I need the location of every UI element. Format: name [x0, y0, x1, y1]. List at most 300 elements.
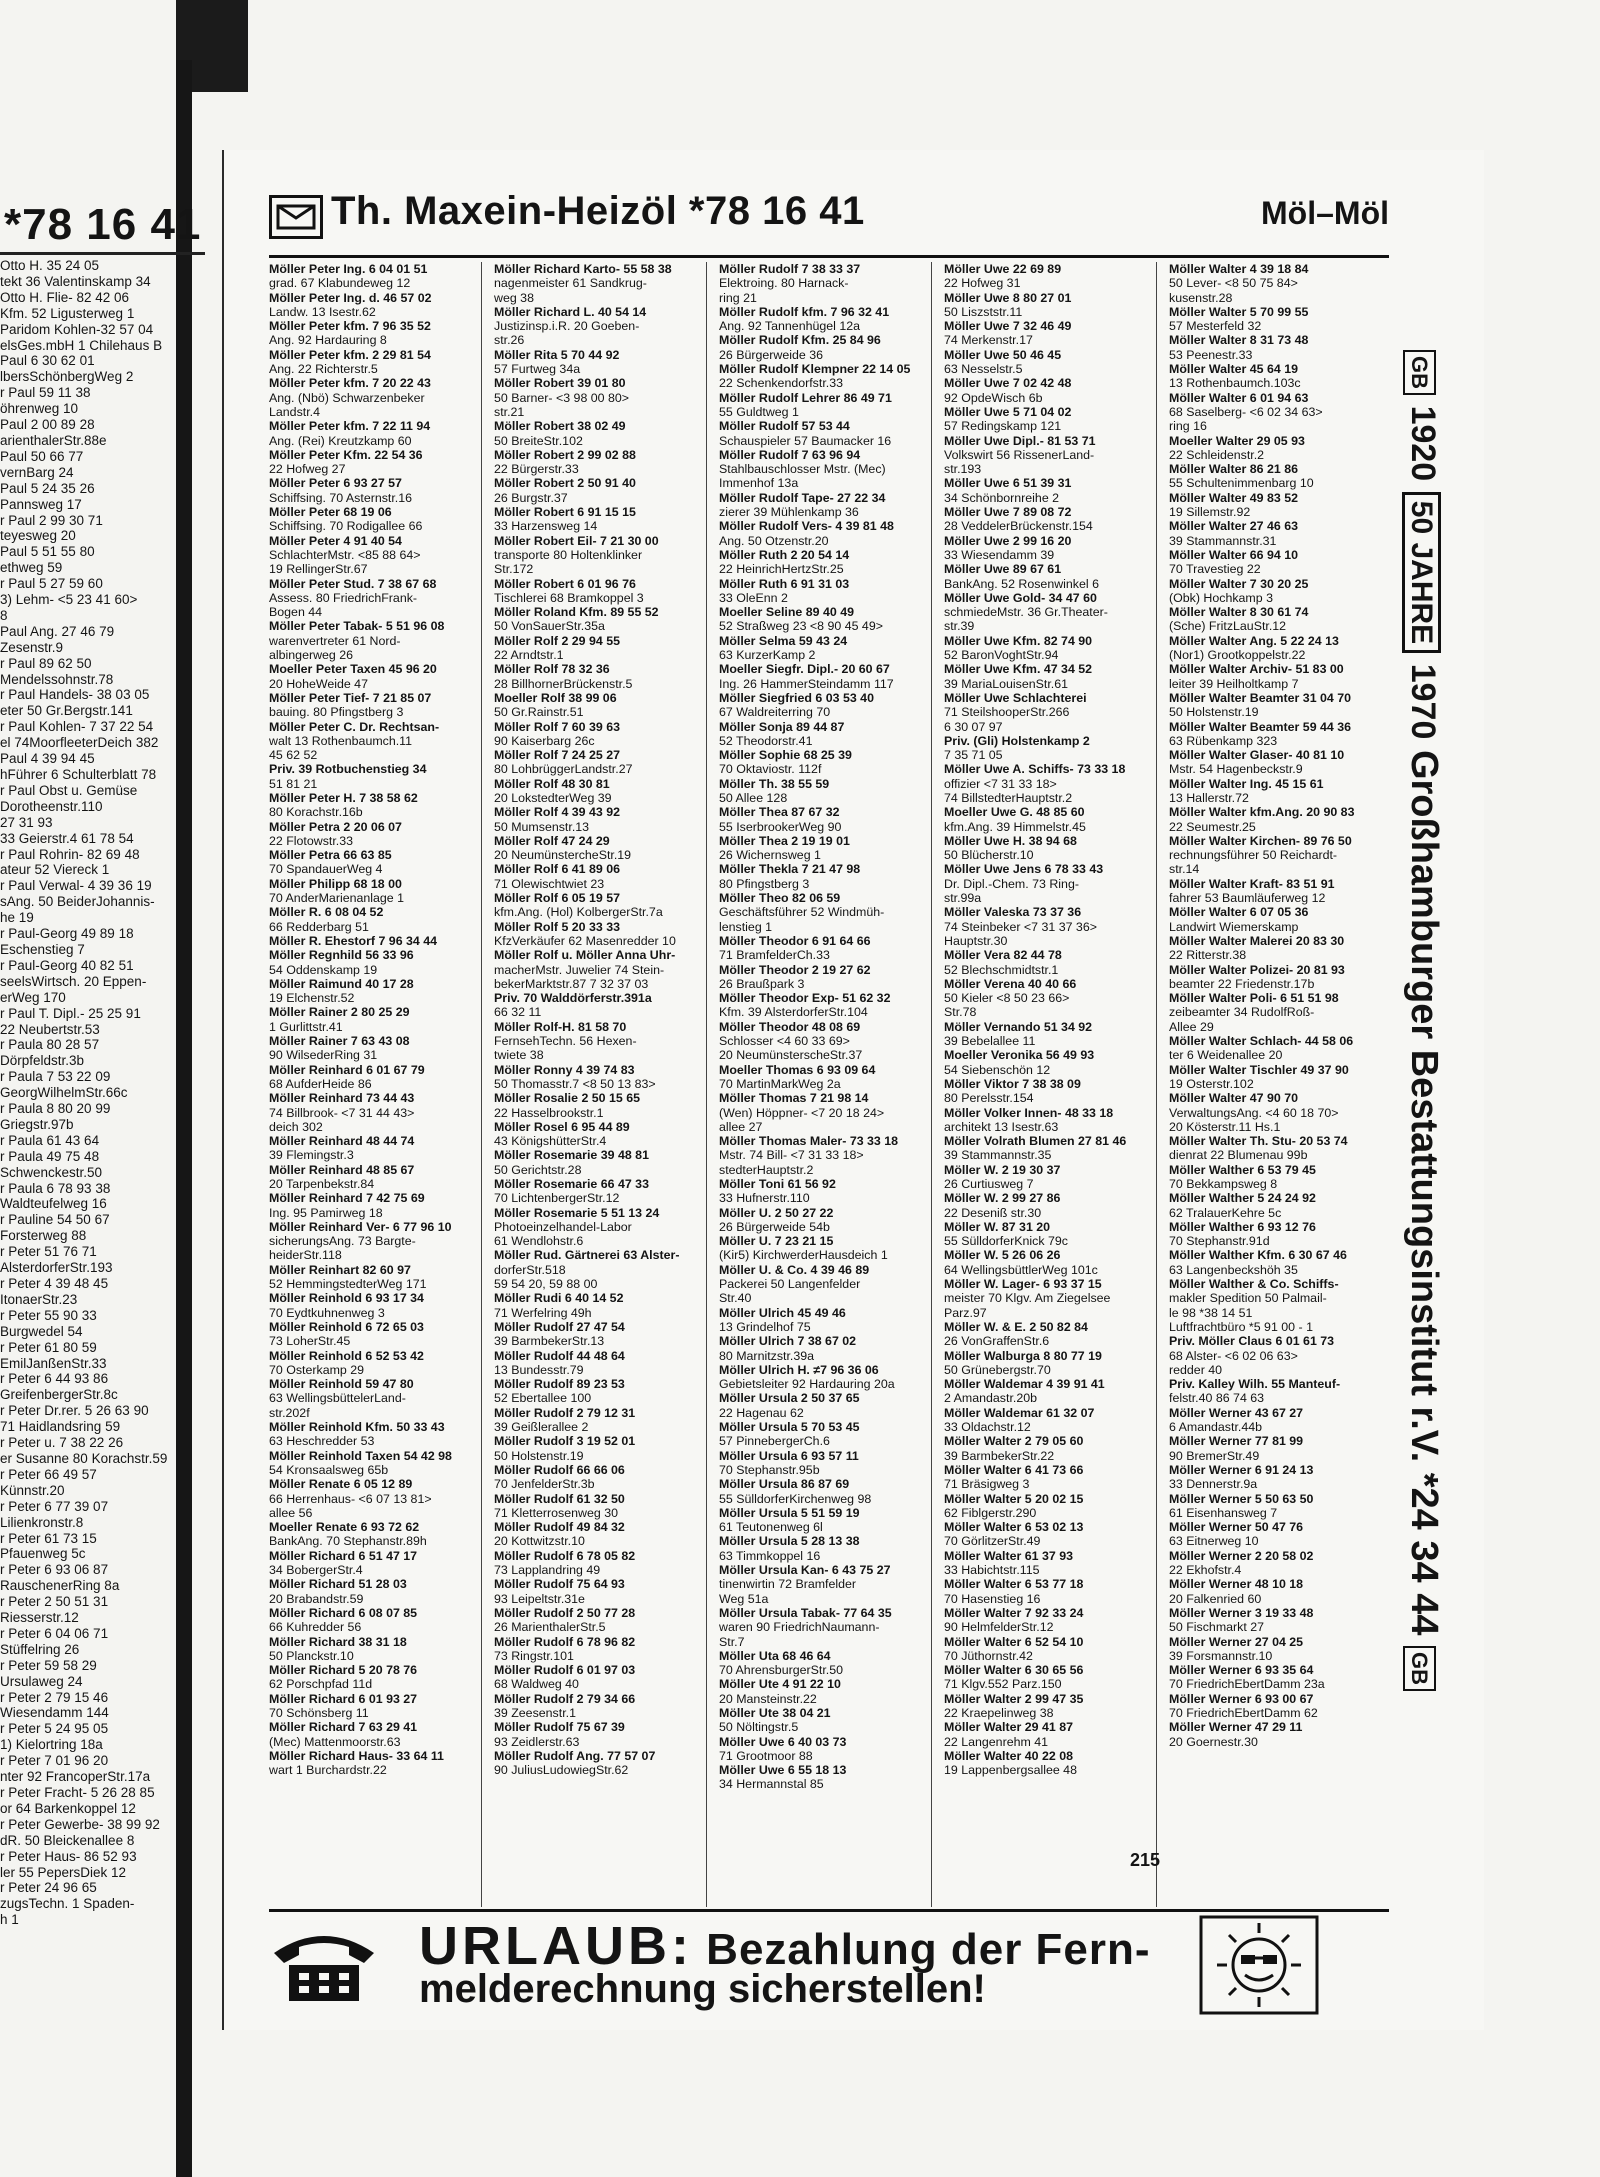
listing-entry-line: Möller Rudolf kfm. 7 96 32 41	[719, 304, 890, 319]
listing-entry-line: Möller Vera 82 44 78	[944, 948, 1062, 963]
advert-keyword: URLAUB:	[419, 1916, 693, 1976]
listing-entry-line: 22 Seumestr.25	[1169, 819, 1256, 834]
listing-entry-line: (Obk) Hochkamp 3	[1169, 590, 1273, 605]
listing-entry-line: 26 VonGraffenStr.6	[944, 1334, 1050, 1349]
listing-entry-line: Möller Thea 87 67 32	[719, 805, 840, 820]
listing-entry-line: Möller Walter Kraft- 83 51 91	[1169, 876, 1335, 891]
listing-entry-line: Möller Walburga 8 80 77 19	[944, 1348, 1102, 1363]
listing-entry-line: Möller Richard 7 63 29 41	[269, 1720, 418, 1735]
listing-entry-line: Parz.97	[944, 1305, 987, 1320]
listing-entry-line: Paul 5 51 55 80	[0, 544, 95, 560]
listing-entry-line: Möller Walter 66 94 10	[1169, 547, 1299, 562]
listing-entry-line: 80 LohbrüggerLandstr.27	[494, 762, 633, 777]
listing-entry-line: Möller Uwe Kfm. 47 34 52	[944, 662, 1093, 677]
listing-entry-line: weg 38	[494, 290, 534, 305]
listing-entry-line: zierer 39 Mühlenkamp 36	[719, 505, 859, 520]
listing-entry-line: 55 SülldorferKirchenweg 98	[719, 1491, 872, 1506]
listing-entry-line: 71 Werfelring 49h	[494, 1305, 592, 1320]
listing-entry-line: Möller Viktor 7 38 38 09	[944, 1076, 1081, 1091]
listing-entry-line: Möller Reinhard Ver- 6 77 96 10	[269, 1219, 452, 1234]
listing-entry-line: Möller Theodor 48 08 69	[719, 1019, 861, 1034]
listing-entry-line: Möller Walter Beamter 31 04 70	[1169, 690, 1352, 705]
listing-entry-line: Möller Walter 6 01 94 63	[1169, 390, 1309, 405]
listing-entry-line: Möller Ulrich 7 38 67 02	[719, 1334, 857, 1349]
listing-entry-line: erWeg 170	[0, 989, 66, 1005]
listing-entry-line: vernBarg 24	[0, 464, 74, 480]
listing-entry-line: heiderStr.118	[269, 1248, 342, 1263]
listing-entry-line: Ang. 22 Richterstr.5	[269, 362, 378, 377]
listing-entry-line: Paul 2 00 89 28	[0, 417, 95, 433]
listing-entry-line: 71 Grootmoor 88	[719, 1748, 813, 1763]
listing-entry-line: Möller Richard 51 28 03	[269, 1577, 407, 1592]
listing-entry-line: r Paula 6 78 93 38	[0, 1180, 111, 1196]
listing-entry-line: 20 Falkenried 60	[1169, 1591, 1262, 1606]
listing-entry-line: Möller Walter 61 37 93	[944, 1548, 1074, 1563]
listing-entry-line: Möller Rudolf 75 67 39	[494, 1720, 625, 1735]
listing-entry-line: Möller Walter 40 22 08	[944, 1748, 1074, 1763]
listing-entry-line: Moeller Siegfr. Dipl.- 20 60 67	[719, 662, 890, 677]
listing-entry-line: Möller Walther 6 53 79 45	[1169, 1162, 1316, 1177]
listing-entry-line: Möller R. 6 08 04 52	[269, 905, 384, 920]
listing-entry-line: Lilienkronstr.8	[0, 1514, 84, 1530]
listing-entry-line: Priv. (Gli) Holstenkamp 2	[944, 733, 1090, 748]
listing-entry-line: 50 Barner- <3 98 00 80>	[494, 390, 630, 405]
listing-entry-line: 68 Waldweg 40	[494, 1677, 579, 1692]
listing-entry-line: Möller Rosemarie 39 48 81	[494, 1148, 649, 1163]
listing-entry-line: Luftfrachtbüro *5 91 00 - 1	[1169, 1319, 1313, 1334]
listing-entry-line: Möller Reinhold Kfm. 50 33 43	[269, 1420, 445, 1435]
listing-entry-line: Möller Peter kfm. 7 20 22 43	[269, 376, 431, 391]
listing-entry-line: Möller Rud. Gärtnerei 63 Alster-	[494, 1248, 680, 1263]
header-rule	[269, 255, 1389, 258]
listing-entry-line: Str.172	[494, 562, 534, 577]
listing-entry-line: Priv. 70 Walddörferstr.391a	[494, 991, 652, 1006]
listing-entry-line: 22 Arndtstr.1	[494, 648, 564, 663]
listing-entry-line: r Peter 6 44 93 86	[0, 1371, 109, 1387]
listing-entry-line: Landwirt Wiemerskamp	[1169, 919, 1299, 934]
listing-entry-line: Möller Peter Stud. 7 38 67 68	[269, 576, 437, 591]
listing-entry-line: r Peter 4 39 48 45	[0, 1276, 109, 1291]
listing-entry-line: 55 IserbrookerWeg 90	[719, 819, 842, 834]
listing-entry-line: 20 Mansteinstr.22	[719, 1691, 817, 1706]
listing-entry-line: 70 Osterkamp 29	[269, 1362, 365, 1377]
listing-entry-line: 3) Lehm- <5 23 41 60>	[0, 592, 138, 608]
listing-entry-line: hFührer 6 Schulterblatt 78	[0, 767, 157, 782]
listing-entry-line: Möller Uwe 7 89 08 72	[944, 505, 1072, 520]
listing-entry-line: Möller Uwe 7 02 42 48	[944, 376, 1072, 391]
listing-entry-line: Ing. 26 HammerSteindamm 117	[719, 676, 894, 691]
side-advert-text	[1394, 350, 1454, 1950]
listing-entry-line: Möller Ursula Tabak- 77 64 35	[719, 1605, 892, 1620]
listing-entry-line: Möller Walter Schlach- 44 58 06	[1169, 1034, 1354, 1049]
listing-entry-line: Möller Walter kfm.Ang. 20 90 83	[1169, 805, 1355, 820]
listing-entry-line: Ang. 92 Tannenhügel 12a	[719, 319, 861, 334]
listing-entry-line: Möller Thomas Maler- 73 33 18	[719, 1134, 899, 1149]
listing-entry-line: 13 Bundesstr.79	[494, 1362, 584, 1377]
listing-entry-line: 57 Redingskamp 121	[944, 419, 1062, 434]
listing-entry-line: sAng. 50 BeiderJohannis-	[0, 894, 155, 910]
listing-entry-line: SchlachterMstr. <85 88 64>	[269, 547, 421, 562]
listing-entry-line: Möller Peter Ing. 6 04 01 51	[269, 262, 428, 276]
banner-company-name: Großhamburger Bestattungsinstitut r.V.	[1403, 749, 1445, 1463]
listing-entry-line: Möller Ruth 6 91 31 03	[719, 576, 850, 591]
listing-entry-line: 20 HoheWeide 47	[269, 676, 368, 691]
listing-entry-line: 39 BarmbekerStr.13	[494, 1334, 605, 1349]
listing-entry-line: 26 Bürgerweide 36	[719, 347, 824, 362]
listing-entry-line: Landstr.4	[269, 404, 320, 419]
listing-entry-line: Möller Uwe 6 40 03 73	[719, 1734, 847, 1749]
listing-entry-line: 34 BobergerStr.4	[269, 1563, 363, 1578]
listing-entry-line: Justizinsp.i.R. 20 Goeben-	[494, 319, 640, 334]
listing-entry-line: Burgwedel 54	[0, 1323, 83, 1339]
bottom-advert	[269, 1915, 1389, 2015]
listing-entry-line: 50 Kieler <8 50 23 66>	[944, 991, 1070, 1006]
listing-entry-line: Möller Vernando 51 34 92	[944, 1019, 1093, 1034]
listing-entry-line: r Paul 89 62 50	[0, 655, 92, 671]
listing-entry-line: 52 HemmingstedterWeg 171	[269, 1277, 427, 1292]
listing-entry-line: Schauspieler 57 Baumacker 16	[719, 433, 892, 448]
listing-entry-line: Möller W. Lager- 6 93 37 15	[944, 1277, 1102, 1292]
listing-entry-line: Möller Reinhold 6 52 53 42	[269, 1348, 424, 1363]
listing-entry-line: Möller Reinhold 6 93 17 34	[269, 1291, 424, 1306]
listing-entry-line: 13 Grindelhof 75	[719, 1319, 811, 1334]
listing-entry-line: Möller Walter Beamter 59 44 36	[1169, 719, 1352, 734]
listing-entry-line: deich 302	[269, 1119, 323, 1134]
listing-entry-line: schmiedeMstr. 36 Gr.Theater-	[944, 605, 1108, 620]
phone-book-icon	[269, 195, 323, 239]
listing-entry-line: 26 Wichernsweg 1	[719, 848, 821, 863]
listing-entry-line: Otto H. 35 24 05	[0, 258, 100, 273]
listing-entry-line: 22 Hofweg 27	[269, 462, 346, 477]
listing-entry-line: 26 Burgstr.37	[494, 490, 568, 505]
listing-entry-line: Möller Robert 6 01 96 76	[494, 576, 636, 591]
listing-entry-line: 61 Eisenhansweg 7	[1169, 1505, 1278, 1520]
listing-entry-line: Möller Reinhard 6 01 67 79	[269, 1062, 425, 1077]
listing-entry-line: 20 LokstedterWeg 39	[494, 790, 612, 805]
listing-entry-line: 80 Perelsstr.154	[944, 1091, 1034, 1106]
listing-entry-line: Möller Uwe 5 71 04 02	[944, 404, 1072, 419]
listing-entry-line: RauschenerRing 8a	[0, 1578, 120, 1594]
listing-entry-line: 22 Schenkendorfstr.33	[719, 376, 843, 391]
listing-entry-line: 63 KurzerKamp 2	[719, 648, 816, 663]
listing-entry-line: Gebietsleiter 92 Hardauring 20a	[719, 1377, 895, 1392]
listing-entry-line: 19 Sillemstr.92	[1169, 505, 1251, 520]
listing-entry-line: 70 Travestieg 22	[1169, 562, 1261, 577]
listing-entry-line: Möller Rudi 6 40 14 52	[494, 1291, 624, 1306]
listing-entry-line: offizier <7 31 33 18>	[944, 776, 1057, 791]
listing-entry-line: 73 LoherStr.45	[269, 1334, 351, 1349]
listing-entry-line: Möller Werner 6 93 00 67	[1169, 1691, 1314, 1706]
listing-entry-line: Möller Peter Tief- 7 21 85 07	[269, 690, 432, 705]
listing-entry-line: Volkswirt 56 RissenerLand-	[944, 447, 1095, 462]
listing-entry-line: albingerweg 26	[269, 648, 354, 663]
listing-entry-line: 57 PinnebergerCh.6	[719, 1434, 830, 1449]
listing-entry-line: 73 Ringstr.101	[494, 1648, 574, 1663]
listing-entry-line: Möller Uwe 50 46 45	[944, 347, 1062, 362]
listing-entry-line: leiter 39 Heilholtkamp 7	[1169, 676, 1299, 691]
listing-entry-line: 22 Neubertstr.53	[0, 1021, 100, 1037]
listing-entry-line: Möller Ute 4 91 22 10	[719, 1677, 841, 1692]
listing-column-4	[944, 262, 1157, 1907]
listing-entry-line: Immenhof 13a	[719, 476, 799, 491]
listing-entry-line: GreifenbergerStr.8c	[0, 1387, 118, 1403]
listing-entry-line: Möller Thomas 7 21 98 14	[719, 1091, 869, 1106]
listing-entry-line: Möller Roland Kfm. 89 55 52	[494, 605, 659, 620]
listing-entry-line: Priv. Kalley Wilh. 55 Manteuf-	[1169, 1377, 1341, 1392]
listing-entry-line: 93 Zeidlerstr.63	[494, 1734, 580, 1749]
listing-entry-line: Möller Walter 49 83 52	[1169, 490, 1299, 505]
listing-entry-line: rechnungsführer 50 Reichardt-	[1169, 848, 1338, 863]
listing-entry-line: Möller Uwe 6 51 39 31	[944, 476, 1072, 491]
listing-entry-line: r Paul Handels- 38 03 05	[0, 687, 150, 703]
advert-line2: melderechnung sicherstellen!	[419, 1967, 986, 2011]
listing-entry-line: 20 Goernestr.30	[1169, 1734, 1258, 1749]
listing-entry-line: Möller Reinhard 48 44 74	[269, 1134, 415, 1149]
listing-entry-line: 26 Braußpark 3	[719, 976, 805, 991]
listing-entry-line: 22 Schleidenstr.2	[1169, 447, 1265, 462]
directory-page	[222, 150, 1484, 2030]
listing-entry-line: 90 BremerStr.49	[1169, 1448, 1260, 1463]
listing-entry-line: Möller Theodor Exp- 51 62 32	[719, 991, 891, 1006]
listing-entry-line: 71 Kletterrosenweg 30	[494, 1505, 618, 1520]
left-page-rule	[0, 252, 205, 255]
listing-entry-line: Möller Uwe Schlachterei	[944, 690, 1087, 705]
listing-entry-line: beamter 22 Friedenstr.17b	[1169, 976, 1315, 991]
listing-entry-line: le 98 *38 14 51	[1169, 1305, 1253, 1320]
listing-entry-line: 7 35 71 05	[944, 748, 1003, 763]
listing-entry-line: r Paul Verwal- 4 39 36 19	[0, 878, 152, 894]
listing-entry-line: Möller Volker Innen- 48 33 18	[944, 1105, 1114, 1120]
listing-entry-line: str.21	[494, 404, 525, 419]
listing-entry-line: Möller Walter Kirchen- 89 76 50	[1169, 833, 1352, 848]
listing-entry-line: 70 Bekkampsweg 8	[1169, 1177, 1278, 1191]
listing-entry-line: Möller Walther Kfm. 6 30 67 46	[1169, 1248, 1347, 1263]
listing-entry-line: 63 Langenbeckshöh 35	[1169, 1262, 1298, 1277]
listing-entry-line: 63 Timmkoppel 16	[719, 1548, 821, 1563]
listing-entry-line: Möller Peter Kfm. 22 54 36	[269, 447, 423, 462]
listing-entry-line: Möller Reinhard 48 85 67	[269, 1162, 415, 1177]
listing-entry-line: Möller Walter 5 70 99 55	[1169, 304, 1309, 319]
listing-entry-line: Möller Peter C. Dr. Rechtsan-	[269, 719, 440, 734]
listing-entry-line: 70 Eydtkuhnenweg 3	[269, 1305, 385, 1320]
left-page-listing	[0, 258, 205, 1928]
listing-entry-line: dorferStr.518	[494, 1262, 566, 1277]
listing-entry-line: 80 Korachstr.16b	[269, 805, 363, 820]
page-header	[269, 189, 1389, 255]
listing-entry-line: Möller Richard 6 51 47 17	[269, 1548, 418, 1563]
listing-entry-line: Forsterweg 88	[0, 1228, 87, 1244]
listing-entry-line: Möller Rolf 2 29 94 55	[494, 633, 621, 648]
listing-entry-line: Möller Ulrich 45 49 46	[719, 1305, 846, 1320]
listing-entry-line: Möller Walter 7 30 20 25	[1169, 576, 1309, 591]
listing-entry-line: Möller Werner 77 81 99	[1169, 1434, 1304, 1449]
listing-entry-line: tinenwirtin 72 Bramfelder	[719, 1577, 857, 1592]
listing-entry-line: seelsWirtsch. 20 Eppen-	[0, 973, 147, 989]
listing-entry-line: r Paul Rohrin- 82 69 48	[0, 846, 140, 862]
listing-entry-line: EmilJanßenStr.33	[0, 1355, 107, 1371]
banner-badge-top: GB	[1403, 350, 1436, 395]
listing-entry-line: 63 Heschredder 53	[269, 1434, 375, 1449]
listing-entry-line: Möller Richard Haus- 33 64 11	[269, 1748, 444, 1763]
listing-entry-line: Möller Rudolf 3 19 52 01	[494, 1434, 636, 1449]
listing-entry-line: teyesweg 20	[0, 528, 76, 544]
listing-entry-line: 62 TralauerKehre 5c	[1169, 1205, 1282, 1220]
listing-entry-line: 22 Ritterstr.38	[1169, 948, 1247, 963]
listing-entry-line: Möller Rainer 2 80 25 29	[269, 1005, 410, 1020]
listing-entry-line: Priv. Möller Claus 6 01 61 73	[1169, 1334, 1335, 1349]
listing-entry-line: 50 Grünebergstr.70	[944, 1362, 1051, 1377]
listing-entry-line: Möller R. Ehestorf 7 96 34 44	[269, 933, 438, 948]
telephone-icon	[269, 1925, 379, 2005]
listing-entry-line: Möller Walter Polizei- 20 81 93	[1169, 962, 1345, 977]
listing-columns	[269, 262, 1384, 1907]
listing-entry-line: AlsterdorferStr.193	[0, 1260, 113, 1276]
listing-entry-line: Möller Uwe 6 55 18 13	[719, 1763, 847, 1778]
listing-entry-line: 6 Amandastr.44b	[1169, 1420, 1262, 1435]
listing-entry-line: Möller Rosel 6 95 44 89	[494, 1119, 630, 1134]
listing-entry-line: Möller Uwe Jens 6 78 33 43	[944, 862, 1104, 877]
listing-entry-line: Moeller Rolf 38 99 06	[494, 690, 617, 705]
listing-entry-line: 20 NeumünstercheStr.19	[494, 848, 632, 863]
listing-entry-line: elsGes.mbH 1 Chilehaus B	[0, 337, 163, 353]
listing-entry-line: 54 Oddenskamp 19	[269, 962, 378, 977]
listing-entry-line: 50 Nöltingstr.5	[719, 1720, 799, 1735]
listing-entry-line: Möller Walter 6 53 77 18	[944, 1577, 1084, 1592]
listing-entry-line: 50 Gr.Rainstr.51	[494, 705, 584, 720]
listing-entry-line: arienthalerStr.88e	[0, 432, 107, 448]
listing-entry-line: Möller Waldemar 61 32 07	[944, 1405, 1095, 1420]
listing-entry-line: makler Spedition 50 Palmail-	[1169, 1291, 1327, 1306]
listing-entry-line: walt 13 Rothenbaumch.11	[269, 733, 413, 748]
listing-entry-line: Möller Rudolf 61 32 50	[494, 1491, 625, 1506]
banner-badge-bottom: GB	[1403, 1646, 1436, 1691]
listing-entry-line: Möller Walter 6 30 65 56	[944, 1663, 1084, 1678]
listing-entry-line: 64 WellingsbüttlerWeg 101c	[944, 1262, 1098, 1277]
listing-entry-line: r Peter 55 90 33	[0, 1307, 97, 1323]
listing-entry-line: 71 Klgv.552 Parz.150	[944, 1677, 1062, 1692]
listing-entry-line: 33 Geierstr.4 61 78 54	[0, 830, 134, 846]
listing-entry-line: r Peter 61 80 59	[0, 1339, 97, 1355]
listing-entry-line: stedterHauptstr.2	[719, 1162, 814, 1177]
listing-entry-line: Stüffelring 26	[0, 1641, 80, 1657]
listing-entry-line: Möller Thekla 7 21 47 98	[719, 862, 861, 877]
listing-entry-line: Möller Raimund 40 17 28	[269, 976, 414, 991]
listing-entry-line: 71 Haidlandsring 59	[0, 1419, 121, 1435]
listing-entry-line: r Paul Kohlen- 7 37 22 54	[0, 719, 154, 735]
listing-entry-line: str.14	[1169, 862, 1200, 877]
listing-entry-line: Möller Werner 2 20 58 02	[1169, 1548, 1314, 1563]
listing-entry-line: Moeller Walter 29 05 93	[1169, 433, 1305, 448]
listing-entry-line: Möller Ute 38 04 21	[719, 1705, 831, 1720]
listing-entry-line: Möller Rudolf 57 53 44	[719, 419, 850, 434]
listing-entry-line: Möller Peter Tabak- 5 51 96 08	[269, 619, 445, 634]
listing-entry-line: r Paul T. Dipl.- 25 25 91	[0, 1005, 141, 1021]
listing-entry-line: ter 6 Weidenallee 20	[1169, 1048, 1283, 1063]
listing-entry-line: 70 AnderMarienanlage 1	[269, 891, 405, 906]
listing-entry-line: Möller Rolf 7 24 25 27	[494, 748, 621, 763]
listing-entry-line: Möller Rudolf 7 63 96 94	[719, 447, 861, 462]
listing-entry-line: Mstr. 74 Bill- <7 31 33 18>	[719, 1148, 864, 1163]
listing-entry-line: ateur 52 Viereck 1	[0, 862, 110, 878]
listing-entry-line: Möller Reinhart 82 60 97	[269, 1262, 411, 1277]
listing-entry-line: 70 JenfelderStr.3b	[494, 1477, 595, 1492]
listing-entry-line: Möller Rudolf 89 23 53	[494, 1377, 625, 1392]
listing-entry-line: kusenstr.28	[1169, 290, 1233, 305]
listing-entry-line: Möller Rudolf 49 84 32	[494, 1520, 625, 1535]
listing-entry-line: Möller Rosemarie 5 51 13 24	[494, 1205, 660, 1220]
listing-entry-line: r Paula 80 28 57	[0, 1037, 100, 1053]
listing-entry-line: r Paula 49 75 48	[0, 1148, 100, 1164]
listing-entry-line: Geschäftsführer 52 Windmüh-	[719, 905, 885, 920]
listing-entry-line: 55 Schultenimmenbarg 10	[1169, 476, 1314, 491]
listing-entry-line: r Peter 2 79 15 46	[0, 1689, 109, 1705]
listing-entry-line: str.26	[494, 333, 525, 348]
listing-entry-line: öhrenweg 10	[0, 401, 79, 417]
listing-entry-line: 80 Marnitzstr.39a	[719, 1348, 815, 1363]
listing-entry-line: Möller U. 2 50 27 22	[719, 1205, 834, 1220]
listing-entry-line: 22 HeinrichHertzStr.25	[719, 562, 844, 577]
listing-entry-line: Möller Walter Tischler 49 37 90	[1169, 1062, 1349, 1077]
listing-entry-line: r Peter 5 24 95 05	[0, 1721, 109, 1737]
listing-entry-line: 22 Ekhofstr.4	[1169, 1563, 1242, 1578]
listing-entry-line: 50 Lever- <8 50 75 84>	[1169, 276, 1298, 291]
listing-entry-line: 19 Osterstr.102	[1169, 1076, 1254, 1091]
listing-entry-line: Möller Renate 6 05 12 89	[269, 1477, 413, 1492]
listing-entry-line: Kfm. 52 Ligusterweg 1	[0, 305, 135, 321]
listing-entry-line: Möller Ursula 86 87 69	[719, 1477, 850, 1492]
listing-entry-line: 33 OleEnn 2	[719, 590, 788, 605]
listing-entry-line: Paul 4 39 94 45	[0, 751, 95, 767]
listing-entry-line: Möller Peter kfm. 7 22 11 94	[269, 419, 431, 434]
listing-entry-line: 51 81 21	[269, 776, 318, 791]
listing-entry-line: 70 Stephanstr.91d	[1169, 1234, 1270, 1249]
listing-entry-line: Möller Rudolf Ang. 77 57 07	[494, 1748, 656, 1763]
banner-jubilee: 50 JAHRE	[1402, 492, 1441, 653]
listing-entry-line: er Susanne 80 Korachstr.59	[0, 1450, 168, 1466]
listing-column-5	[1169, 262, 1381, 1907]
listing-entry-line: Riesserstr.12	[0, 1610, 79, 1626]
listing-entry-line: Möller Werner 6 93 35 64	[1169, 1663, 1314, 1678]
advert-line1-rest: Bezahlung der Fern-	[692, 1925, 1151, 1974]
listing-entry-line: 8	[0, 607, 8, 623]
listing-entry-line: 22 Langenrehm 41	[944, 1734, 1049, 1749]
listing-entry-line: (Kir5) KirchwerderHausdeich 1	[719, 1248, 888, 1263]
listing-entry-line: 20 Brabandstr.59	[269, 1591, 364, 1606]
listing-entry-line: r Peter Dr.rer. 5 26 63 90	[0, 1403, 149, 1419]
listing-entry-line: Möller Reinhard 7 42 75 69	[269, 1191, 425, 1206]
listing-entry-line: r Pauline 54 50 67	[0, 1212, 110, 1228]
listing-entry-line: 92 OpdeWisch 6b	[944, 390, 1043, 405]
listing-entry-line: Möller Ursula 6 93 57 11	[719, 1448, 859, 1463]
listing-entry-line: Möller Walter 47 90 70	[1169, 1091, 1299, 1106]
listing-entry-line: Möller Werner 47 29 11	[1169, 1720, 1303, 1735]
listing-entry-line: 50 VonSauerStr.35a	[494, 619, 605, 634]
listing-entry-line: Möller Walter Malerei 20 83 30	[1169, 933, 1345, 948]
listing-entry-line: 63 Nesselstr.5	[944, 362, 1023, 377]
listing-entry-line: Möller Rudolf 7 38 33 37	[719, 262, 861, 276]
listing-entry-line: 67 Waldreiterring 70	[719, 705, 831, 720]
listing-entry-line: 20 Kottwitzstr.10	[494, 1534, 585, 1549]
listing-entry-line: 26 MarienthalerStr.5	[494, 1620, 606, 1635]
listing-entry-line: Möller Rolf 6 05 19 57	[494, 891, 621, 906]
listing-entry-line: 70 Hasenstieg 16	[944, 1591, 1041, 1606]
listing-entry-line: Möller Reinhard 73 44 43	[269, 1091, 415, 1106]
listing-entry-line: lenstieg 1	[719, 919, 773, 934]
listing-entry-line: Möller Rudolf 2 79 12 31	[494, 1405, 636, 1420]
listing-entry-line: Möller Rolf-H. 81 58 70	[494, 1019, 627, 1034]
listing-entry-line: 50 Fischmarkt 27	[1169, 1620, 1265, 1635]
listing-entry-line: FernsehTechn. 56 Hexen-	[494, 1034, 637, 1049]
